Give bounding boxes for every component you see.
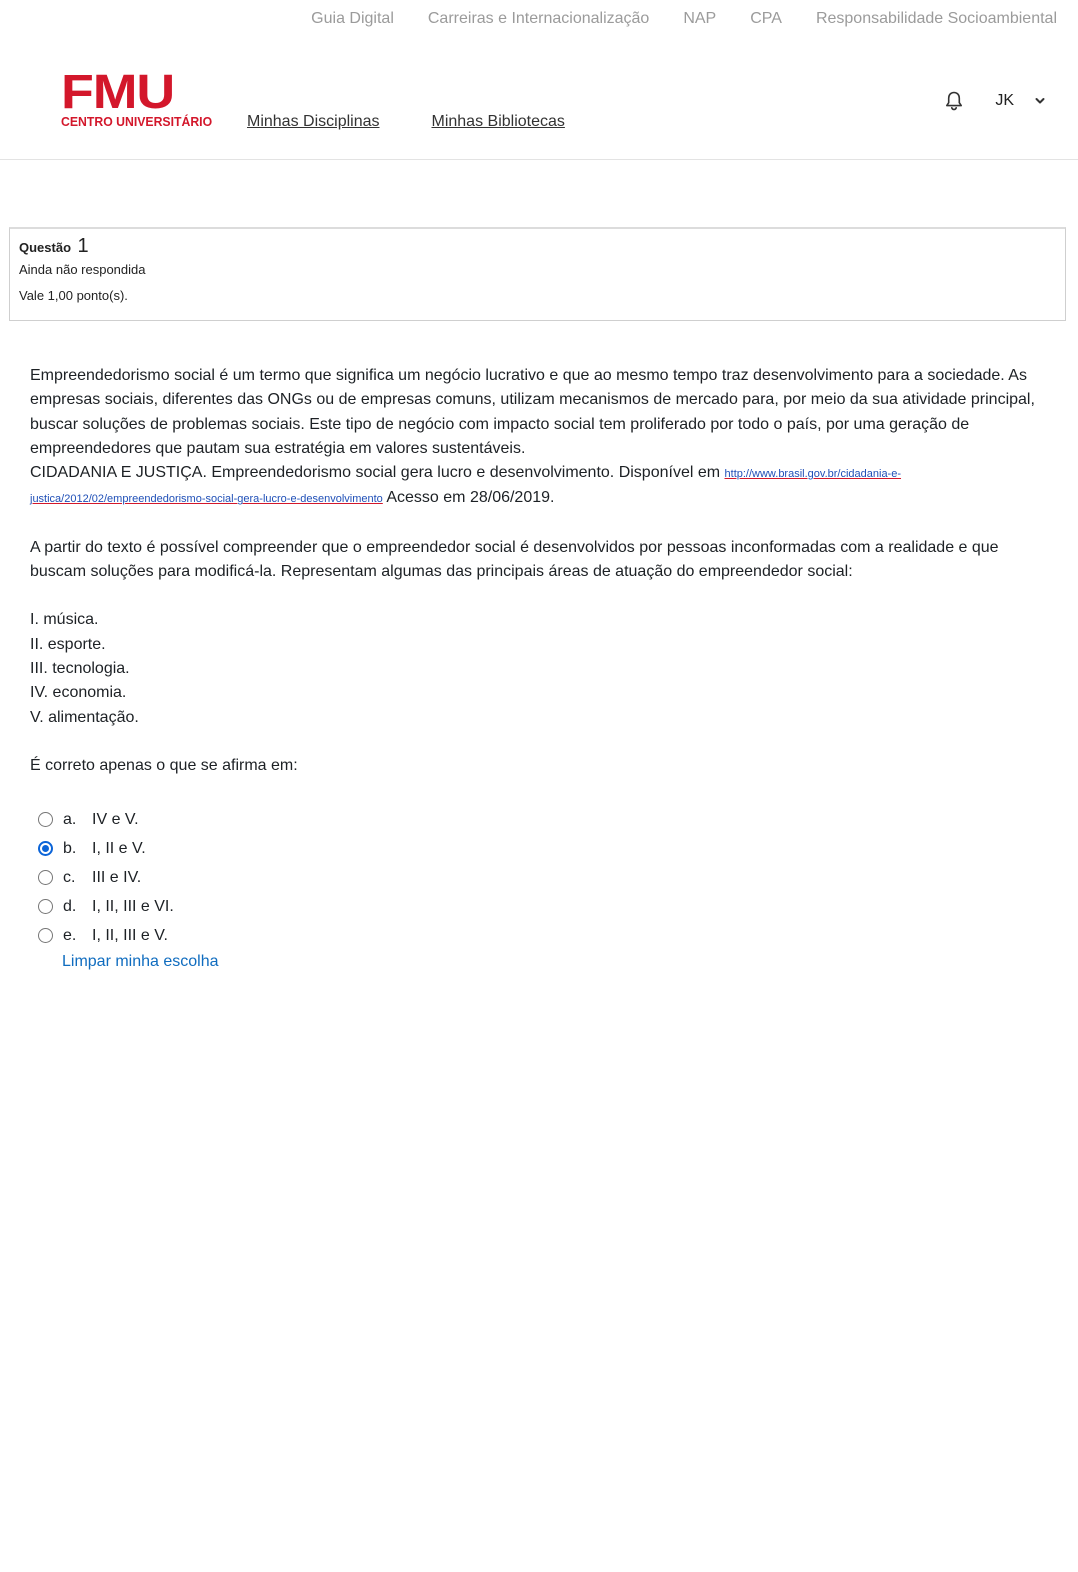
question-text — [30, 364, 1050, 778]
nav-minhas-bibliotecas[interactable]: Minhas Bibliotecas — [431, 113, 565, 130]
source-link[interactable]: http://www.brasil.gov.br/cidadania-e-justica/2012/02/empreendedorismo-social-gera-lucro-e-desenvolvimento — [30, 468, 902, 506]
radio-d[interactable] — [38, 899, 53, 914]
question-info — [9, 227, 1066, 321]
answer-options — [38, 805, 174, 950]
answer-text: I, II, III e VI. — [92, 897, 174, 915]
clear-choice-link[interactable]: Limpar minha escolha — [62, 953, 219, 970]
list-item: V. alimentação. — [30, 708, 139, 726]
top-link-guia-digital[interactable]: Guia Digital — [311, 10, 394, 27]
question-grade: Vale 1,00 ponto(s). — [19, 288, 128, 303]
intro-paragraph: Empreendedorismo social é um termo que significa um negócio lucrativo e que ao mesmo tempo traz desenvolvimento para a sociedade. As empresas sociais, diferentes das ONGs ou de empresas comuns, utilizam mecanismos de mercado para, por meio da sua atividade principal, buscar soluções de problemas sociais. Este tipo de negócio com impacto social tem proliferado por todo o país, por uma geração de empreendedores que pautam sua estratégia em valores sustentáveis. — [30, 367, 1035, 457]
list-item: II. esporte. — [30, 635, 106, 653]
answer-text: I, II, III e V. — [92, 926, 168, 944]
list-item: IV. economia. — [30, 684, 127, 702]
list-item: I. música. — [30, 611, 99, 629]
question-number-value: 1 — [77, 235, 89, 257]
access-date: Acesso em 28/06/2019. — [382, 489, 555, 507]
top-link-nap[interactable]: NAP — [683, 10, 717, 27]
radio-c[interactable] — [38, 870, 53, 885]
answer-text: IV e V. — [92, 810, 139, 828]
site-header — [0, 44, 1078, 160]
nav-minhas-disciplinas[interactable]: Minhas Disciplinas — [247, 113, 380, 130]
question-label: Questão — [19, 240, 72, 255]
list-item: III. tecnologia. — [30, 659, 130, 677]
ask-paragraph: É correto apenas o que se afirma em: — [30, 756, 298, 774]
question-number — [19, 235, 1056, 258]
top-link-carreiras[interactable]: Carreiras e Internacionalização — [427, 10, 650, 27]
answer-option-a[interactable] — [38, 805, 174, 834]
top-link-cpa[interactable]: CPA — [750, 10, 782, 27]
answer-option-e[interactable] — [38, 921, 174, 950]
answer-text: I, II e V. — [92, 839, 146, 857]
fmu-logo[interactable] — [61, 66, 213, 129]
top-link-responsabilidade[interactable]: Responsabilidade Socioambiental — [815, 10, 1057, 27]
answer-option-c[interactable] — [38, 863, 174, 892]
citation — [30, 461, 1050, 512]
logo-subtitle: CENTRO UNIVERSITÁRIO — [61, 115, 213, 129]
answer-option-b[interactable] — [38, 834, 174, 863]
answer-text: III e IV. — [92, 868, 142, 886]
user-initials[interactable]: JK — [995, 92, 1014, 109]
radio-b[interactable] — [38, 841, 53, 856]
answer-letter: c. — [63, 868, 76, 886]
logo-mark: FMU — [61, 66, 175, 119]
prompt-paragraph: A partir do texto é possível compreender que o empreendedor social é desenvolvidos por pessoas inconformadas com a realidade e que buscam soluções para modificá-la. Representam algumas das principais áreas de atuação do empreendedor social: — [30, 538, 999, 581]
user-menu — [944, 90, 1046, 112]
answer-letter: d. — [63, 897, 77, 915]
bell-icon[interactable] — [944, 90, 964, 112]
answer-option-d[interactable] — [38, 892, 174, 921]
top-links — [311, 10, 1057, 28]
answer-letter: a. — [63, 810, 77, 828]
chevron-down-icon[interactable] — [1034, 96, 1046, 106]
radio-a[interactable] — [38, 812, 53, 827]
answer-letter: b. — [63, 839, 77, 857]
question-state: Ainda não respondida — [19, 262, 146, 277]
main-nav — [247, 113, 565, 131]
answer-letter: e. — [63, 926, 77, 944]
radio-e[interactable] — [38, 928, 53, 943]
citation-text: CIDADANIA E JUSTIÇA. Empreendedorismo social gera lucro e desenvolvimento. Disponível em — [30, 464, 725, 482]
